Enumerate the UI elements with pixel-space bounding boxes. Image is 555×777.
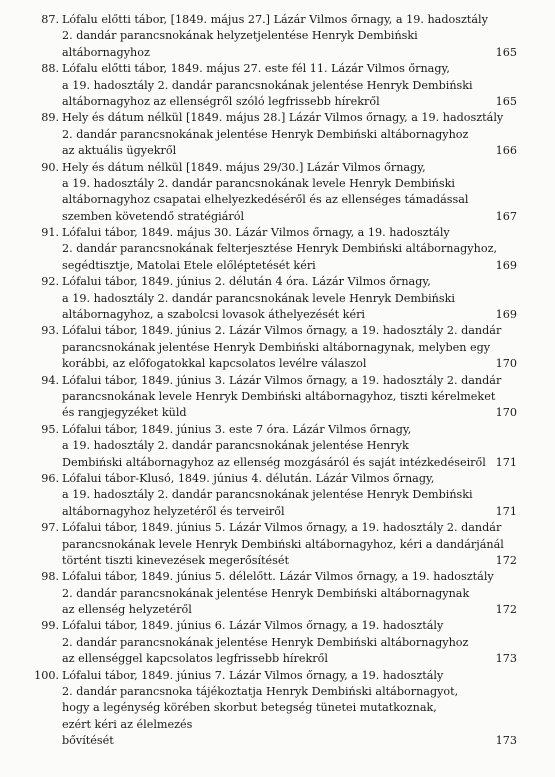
toc-entry (0, 471, 555, 520)
toc-entry-text: szemben követendő stratégiáról (62, 209, 245, 223)
toc-entry-text: a 19. hadosztály 2. dandár parancsnokának jelentése Henryk Dembiński (62, 78, 473, 92)
toc-entry-number: 93. (41, 324, 59, 338)
toc-entry-line (0, 586, 555, 602)
toc-entry-text: parancsnokának levele Henryk Dembiński altábornagyhoz, tiszti kérelmeket (62, 389, 496, 403)
toc-entry-text: korábbi, az előfogatokkal kapcsolatos levélre válaszol (62, 357, 367, 371)
toc-entry-line (0, 602, 555, 618)
toc-entry-text: Lófalui tábor-Klusó, 1849. június 4. délután. Lázár Vilmos őrnagy, (62, 471, 435, 485)
toc-entry-text: 2. dandár parancsnokának helyzetjelentése Henryk Dembiński (62, 29, 418, 43)
toc-entry-page-number: 173 (495, 734, 517, 748)
toc-entry-line (0, 225, 555, 241)
toc-entry-text: Lófalui tábor, 1849. május 30. Lázár Vilmos őrnagy, a 19. hadosztály (62, 226, 450, 240)
toc-entry-text: altábornagyhoz, a szabolcsi lovasok áthelyezését kéri (62, 308, 365, 322)
toc-entry-line (0, 160, 555, 176)
toc-entry-line (0, 389, 555, 405)
toc-entry-text: történt tiszti kinevezések megerősítését (62, 553, 290, 567)
toc-entry-text: parancsnokának jelentése Henryk Dembiński altábornagynak, melyben egy (62, 340, 491, 354)
toc-entry-line (0, 717, 555, 733)
toc-entry-line (0, 28, 555, 44)
toc-entry-number: 100. (34, 668, 59, 682)
toc-entry-page-number: 171 (495, 504, 517, 518)
toc-entry-line (0, 520, 555, 536)
toc-entry-number: 97. (41, 521, 59, 535)
toc-entry-line (0, 307, 555, 323)
toc-entry-text: Lófalui tábor, 1849. június 5. Lázár Vilmos őrnagy, a 19. hadosztály 2. dandár (62, 521, 502, 535)
toc-entry-line (0, 700, 555, 716)
toc-entry-text: Lófalui tábor, 1849. június 6. Lázár Vilmos őrnagy, a 19. hadosztály (62, 619, 444, 633)
toc-entry-page-number: 166 (495, 144, 517, 158)
toc-entry (0, 110, 555, 159)
toc-entry-page-number: 171 (495, 455, 517, 469)
toc-entry-text: az ellenséggel kapcsolatos legfrissebb hírekről (62, 652, 328, 666)
toc-entry-line (0, 668, 555, 684)
toc-entry-text: az ellenség helyzetéről (62, 603, 192, 617)
toc-entry-page-number: 172 (495, 553, 517, 567)
toc-entry-line (0, 733, 555, 749)
toc-entry (0, 274, 555, 323)
toc-entry-number: 95. (41, 422, 59, 436)
toc-entry-page-number: 165 (495, 45, 517, 59)
toc-entry-line (0, 537, 555, 553)
toc-entry-text: 2. dandár parancsnokának jelentése Henryk Dembiński altábornagyhoz (62, 635, 469, 649)
toc-entry-line (0, 635, 555, 651)
toc-entry (0, 520, 555, 569)
toc-entry-line (0, 373, 555, 389)
toc-entry (0, 668, 555, 750)
toc-entry-number: 90. (41, 160, 59, 174)
toc-entry-page-number: 170 (495, 406, 517, 420)
toc-entry-text: ezért kéri az élelmezés (62, 717, 193, 731)
toc-entry-line (0, 340, 555, 356)
toc-entry (0, 618, 555, 667)
toc-entry-line (0, 684, 555, 700)
toc-entry-number: 91. (41, 226, 59, 240)
toc-entry-page-number: 165 (495, 94, 517, 108)
toc-entry-text: Lófalui tábor, 1849. június 2. Lázár Vilmos őrnagy, a 19. hadosztály 2. dandár (62, 324, 502, 338)
toc-entry-number: 99. (41, 619, 59, 633)
toc-entry-line (0, 569, 555, 585)
toc-entry-text: Lófalu előtti tábor, [1849. május 27.] Lázár Vilmos őrnagy, a 19. hadosztály (62, 13, 488, 26)
toc-entry-text: altábornagyhoz helyzetéről és terveiről (62, 504, 285, 518)
toc-entry-text: a 19. hadosztály 2. dandár parancsnokának jelentése Henryk Dembiński (62, 488, 473, 502)
toc-entry-text: a 19. hadosztály 2. dandár parancsnokának levele Henryk Dembiński (62, 291, 455, 305)
toc-entry (0, 373, 555, 422)
toc-entry-line (0, 405, 555, 421)
toc-entry-page-number: 167 (495, 209, 517, 223)
toc-entry-text: bővítését (62, 734, 114, 748)
toc-entry-line (0, 192, 555, 208)
toc-entry-number: 88. (41, 62, 59, 76)
toc-entry-line (0, 291, 555, 307)
toc-entry-line (0, 438, 555, 454)
toc-entry-text: 2. dandár parancsnokának jelentése Henryk Dembiński altábornagyhoz (62, 127, 469, 141)
toc-entry-line (0, 176, 555, 192)
toc-entry-text: Lófalui tábor, 1849. június 3. Lázár Vilmos őrnagy, a 19. hadosztály 2. dandár (62, 373, 502, 387)
toc-entry-line (0, 110, 555, 126)
toc-entry-text: hogy a legénység körében skorbut betegség tünetei mutatkoznak, (62, 701, 437, 715)
toc-entry-line (0, 241, 555, 257)
toc-entry-line (0, 143, 555, 159)
toc-entry-text: a 19. hadosztály 2. dandár parancsnokának levele Henryk Dembiński (62, 176, 455, 190)
toc-entry-number: 94. (41, 373, 59, 387)
toc-entry-text: az aktuális ügyekről (62, 144, 177, 158)
toc-entry-line (0, 78, 555, 94)
toc-entry-number: 89. (41, 111, 59, 125)
toc-entry-text: Lófalui tábor, 1849. június 5. délelőtt. Lázár Vilmos őrnagy, a 19. hadosztály (62, 570, 494, 584)
toc-entry-text: altábornagyhoz csapatai elhelyezkedéséről és az ellenséges támadással (62, 193, 469, 207)
toc-entry-number: 96. (41, 471, 59, 485)
toc-entry-line (0, 504, 555, 520)
toc-entry-text: és rangjegyzéket küld (62, 406, 187, 420)
toc-entry-line (0, 94, 555, 110)
toc-entry (0, 225, 555, 274)
toc-entry-line (0, 323, 555, 339)
toc-entry-text: Dembiński altábornagyhoz az ellenség mozgásáról és saját intézkedéseiről (62, 455, 486, 469)
toc-entry-line (0, 487, 555, 503)
toc-entry-page-number: 169 (495, 258, 517, 272)
toc-entry (0, 12, 555, 61)
toc-entry-text: altábornagyhoz az ellenségről szóló legfrissebb hírekről (62, 94, 380, 108)
toc-entry-line (0, 127, 555, 143)
toc-entry (0, 160, 555, 226)
toc-entry-line (0, 258, 555, 274)
toc-entry (0, 422, 555, 471)
toc-entry-page-number: 172 (495, 603, 517, 617)
toc-entry-line (0, 209, 555, 225)
toc-entry-line (0, 455, 555, 471)
toc-entry-number: 87. (41, 13, 59, 26)
toc-entry-page-number: 169 (495, 308, 517, 322)
toc-entry-page-number: 173 (495, 652, 517, 666)
toc-entry-line (0, 274, 555, 290)
toc-entry-line (0, 471, 555, 487)
toc-entry-text: Lófalui tábor, 1849. június 3. este 7 óra. Lázár Vilmos őrnagy, (62, 422, 412, 436)
toc-entry-text: altábornagyhoz (62, 45, 150, 59)
toc-entry-text: parancsnokának levele Henryk Dembiński altábornagyhoz, kéri a dandárjánál (62, 537, 504, 551)
toc-entry-text: Hely és dátum nélkül [1849. május 29/30.] Lázár Vilmos őrnagy, (62, 160, 426, 174)
toc-entry-line (0, 553, 555, 569)
toc-entry (0, 323, 555, 372)
toc-entry-line (0, 356, 555, 372)
toc-entry-text: 2. dandár parancsnokának felterjesztése Henryk Dembiński altábornagyhoz, (62, 242, 498, 256)
toc-entry-line (0, 45, 555, 61)
toc-entry-line (0, 61, 555, 77)
toc-entry-text: a 19. hadosztály 2. dandár parancsnokának jelentése Henryk (62, 439, 409, 453)
toc-entry-line (0, 12, 555, 28)
toc-entry-text: segédtisztje, Matolai Etele előléptetését kéri (62, 258, 316, 272)
toc-entry (0, 61, 555, 110)
toc-entry-line (0, 618, 555, 634)
toc-entry-line (0, 651, 555, 667)
toc-entry-text: Lófalui tábor, 1849. június 2. délután 4 óra. Lázár Vilmos őrnagy, (62, 275, 431, 289)
toc-entry-number: 92. (41, 275, 59, 289)
toc-entry-text: 2. dandár parancsnoka tájékoztatja Henryk Dembiński altábornagyot, (62, 685, 459, 699)
toc-entry-page-number: 170 (495, 357, 517, 371)
toc-entry-line (0, 422, 555, 438)
table-of-contents (0, 12, 555, 750)
toc-entry-text: Lófalu előtti tábor, 1849. május 27. este fél 11. Lázár Vilmos őrnagy, (62, 62, 450, 76)
toc-entry-number: 98. (41, 570, 59, 584)
toc-entry (0, 569, 555, 618)
toc-entry-text: Hely és dátum nélkül [1849. május 28.] Lázár Vilmos őrnagy, a 19. hadosztály (62, 111, 504, 125)
toc-entry-text: 2. dandár parancsnokának jelentése Henryk Dembiński altábornagynak (62, 586, 470, 600)
toc-entry-text: Lófalui tábor, 1849. június 7. Lázár Vilmos őrnagy, a 19. hadosztály (62, 668, 444, 682)
